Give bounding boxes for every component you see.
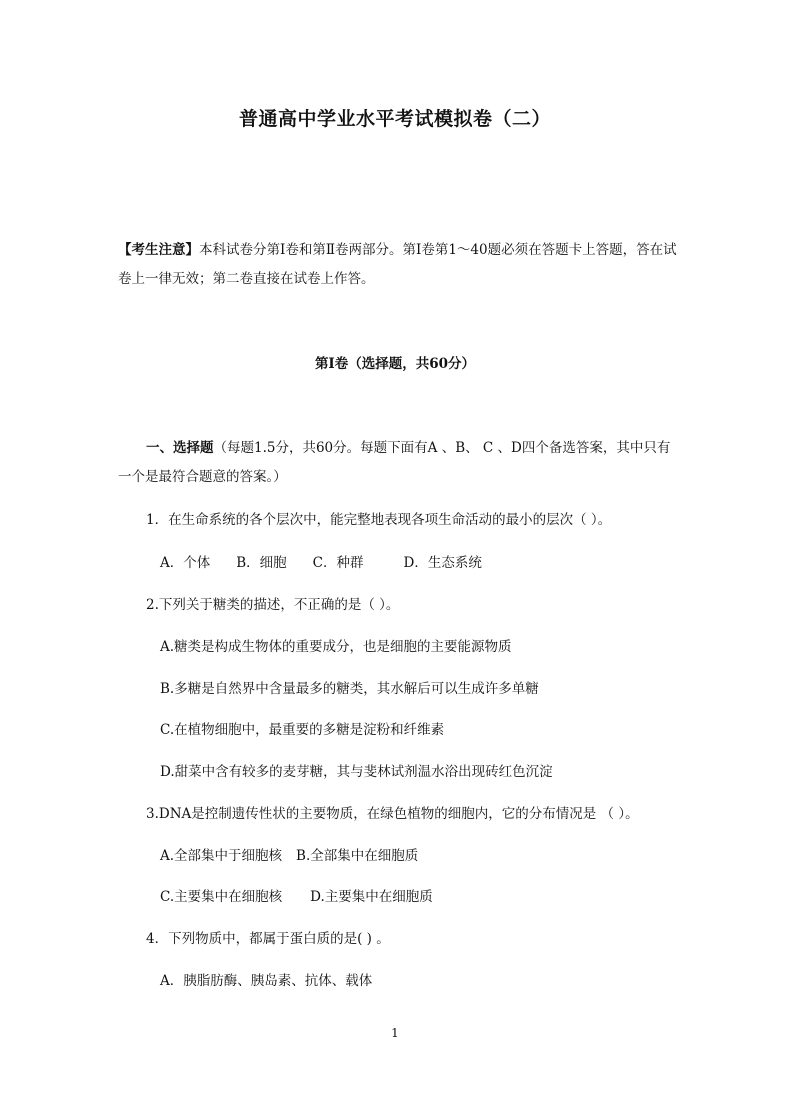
option-d: D.主要集中在细胞质 — [310, 889, 433, 905]
question-1-options — [160, 553, 482, 573]
page-number: 1 — [391, 1026, 399, 1040]
option-a: A.糖类是构成生物体的重要成分，也是细胞的主要能源物质 — [160, 639, 512, 655]
part-one-instructions — [118, 434, 678, 492]
part-one-text: （每题1.5分，共60分。每题下面有A 、B、 C 、D四个备选答案，其中只有一个是最符合题意的答案。） — [118, 440, 671, 485]
part-one-label: 一、选择题 — [146, 440, 214, 456]
option-c: C.主要集中在细胞核 — [160, 889, 283, 905]
candidate-notice — [118, 236, 678, 294]
notice-label: 【考生注意】 — [118, 242, 199, 258]
option-d: D.甜菜中含有较多的麦芽糖，其与斐林试剂温水浴出现砖红色沉淀 — [160, 764, 553, 780]
option-c: C．种群 — [312, 555, 364, 571]
question-1-stem: 1．在生命系统的各个层次中，能完整地表现各项生命活动的最小的层次（ ）。 — [146, 512, 612, 528]
question-3-options-row-1 — [160, 846, 418, 866]
option-b: B．细胞 — [236, 555, 287, 571]
section-title: 第Ⅰ卷（选择题，共60分） — [314, 356, 476, 372]
document-title: 普通高中学业水平考试模拟卷（二） — [238, 108, 551, 130]
option-c: C.在植物细胞中，最重要的多糖是淀粉和纤维素 — [160, 722, 445, 738]
question-3-options-row-2 — [160, 887, 433, 907]
notice-text: 本科试卷分第Ⅰ卷和第Ⅱ卷两部分。第Ⅰ卷第1～40题必须在答题卡上答题，答在试卷上一律无效；第二卷直接在试卷上作答。 — [118, 242, 677, 287]
question-4-stem: 4．下列物质中，都属于蛋白质的是( ) 。 — [146, 931, 390, 947]
option-b: B.多糖是自然界中含量最多的糖类，其水解后可以生成许多单糖 — [160, 681, 539, 697]
option-d: D．生态系统 — [403, 555, 482, 571]
option-b: B.全部集中在细胞质 — [296, 848, 419, 864]
question-3-stem: 3.DNA是控制遗传性状的主要物质，在绿色植物的细胞内，它的分布情况是 （ ）。 — [146, 806, 639, 822]
option-a: A．胰脂肪酶、胰岛素、抗体、载体 — [160, 973, 373, 989]
option-a: A.全部集中于细胞核 — [160, 848, 283, 864]
question-2-stem: 2.下列关于糖类的描述，不正确的是（ ）。 — [146, 597, 400, 613]
option-a: A．个体 — [160, 555, 211, 571]
